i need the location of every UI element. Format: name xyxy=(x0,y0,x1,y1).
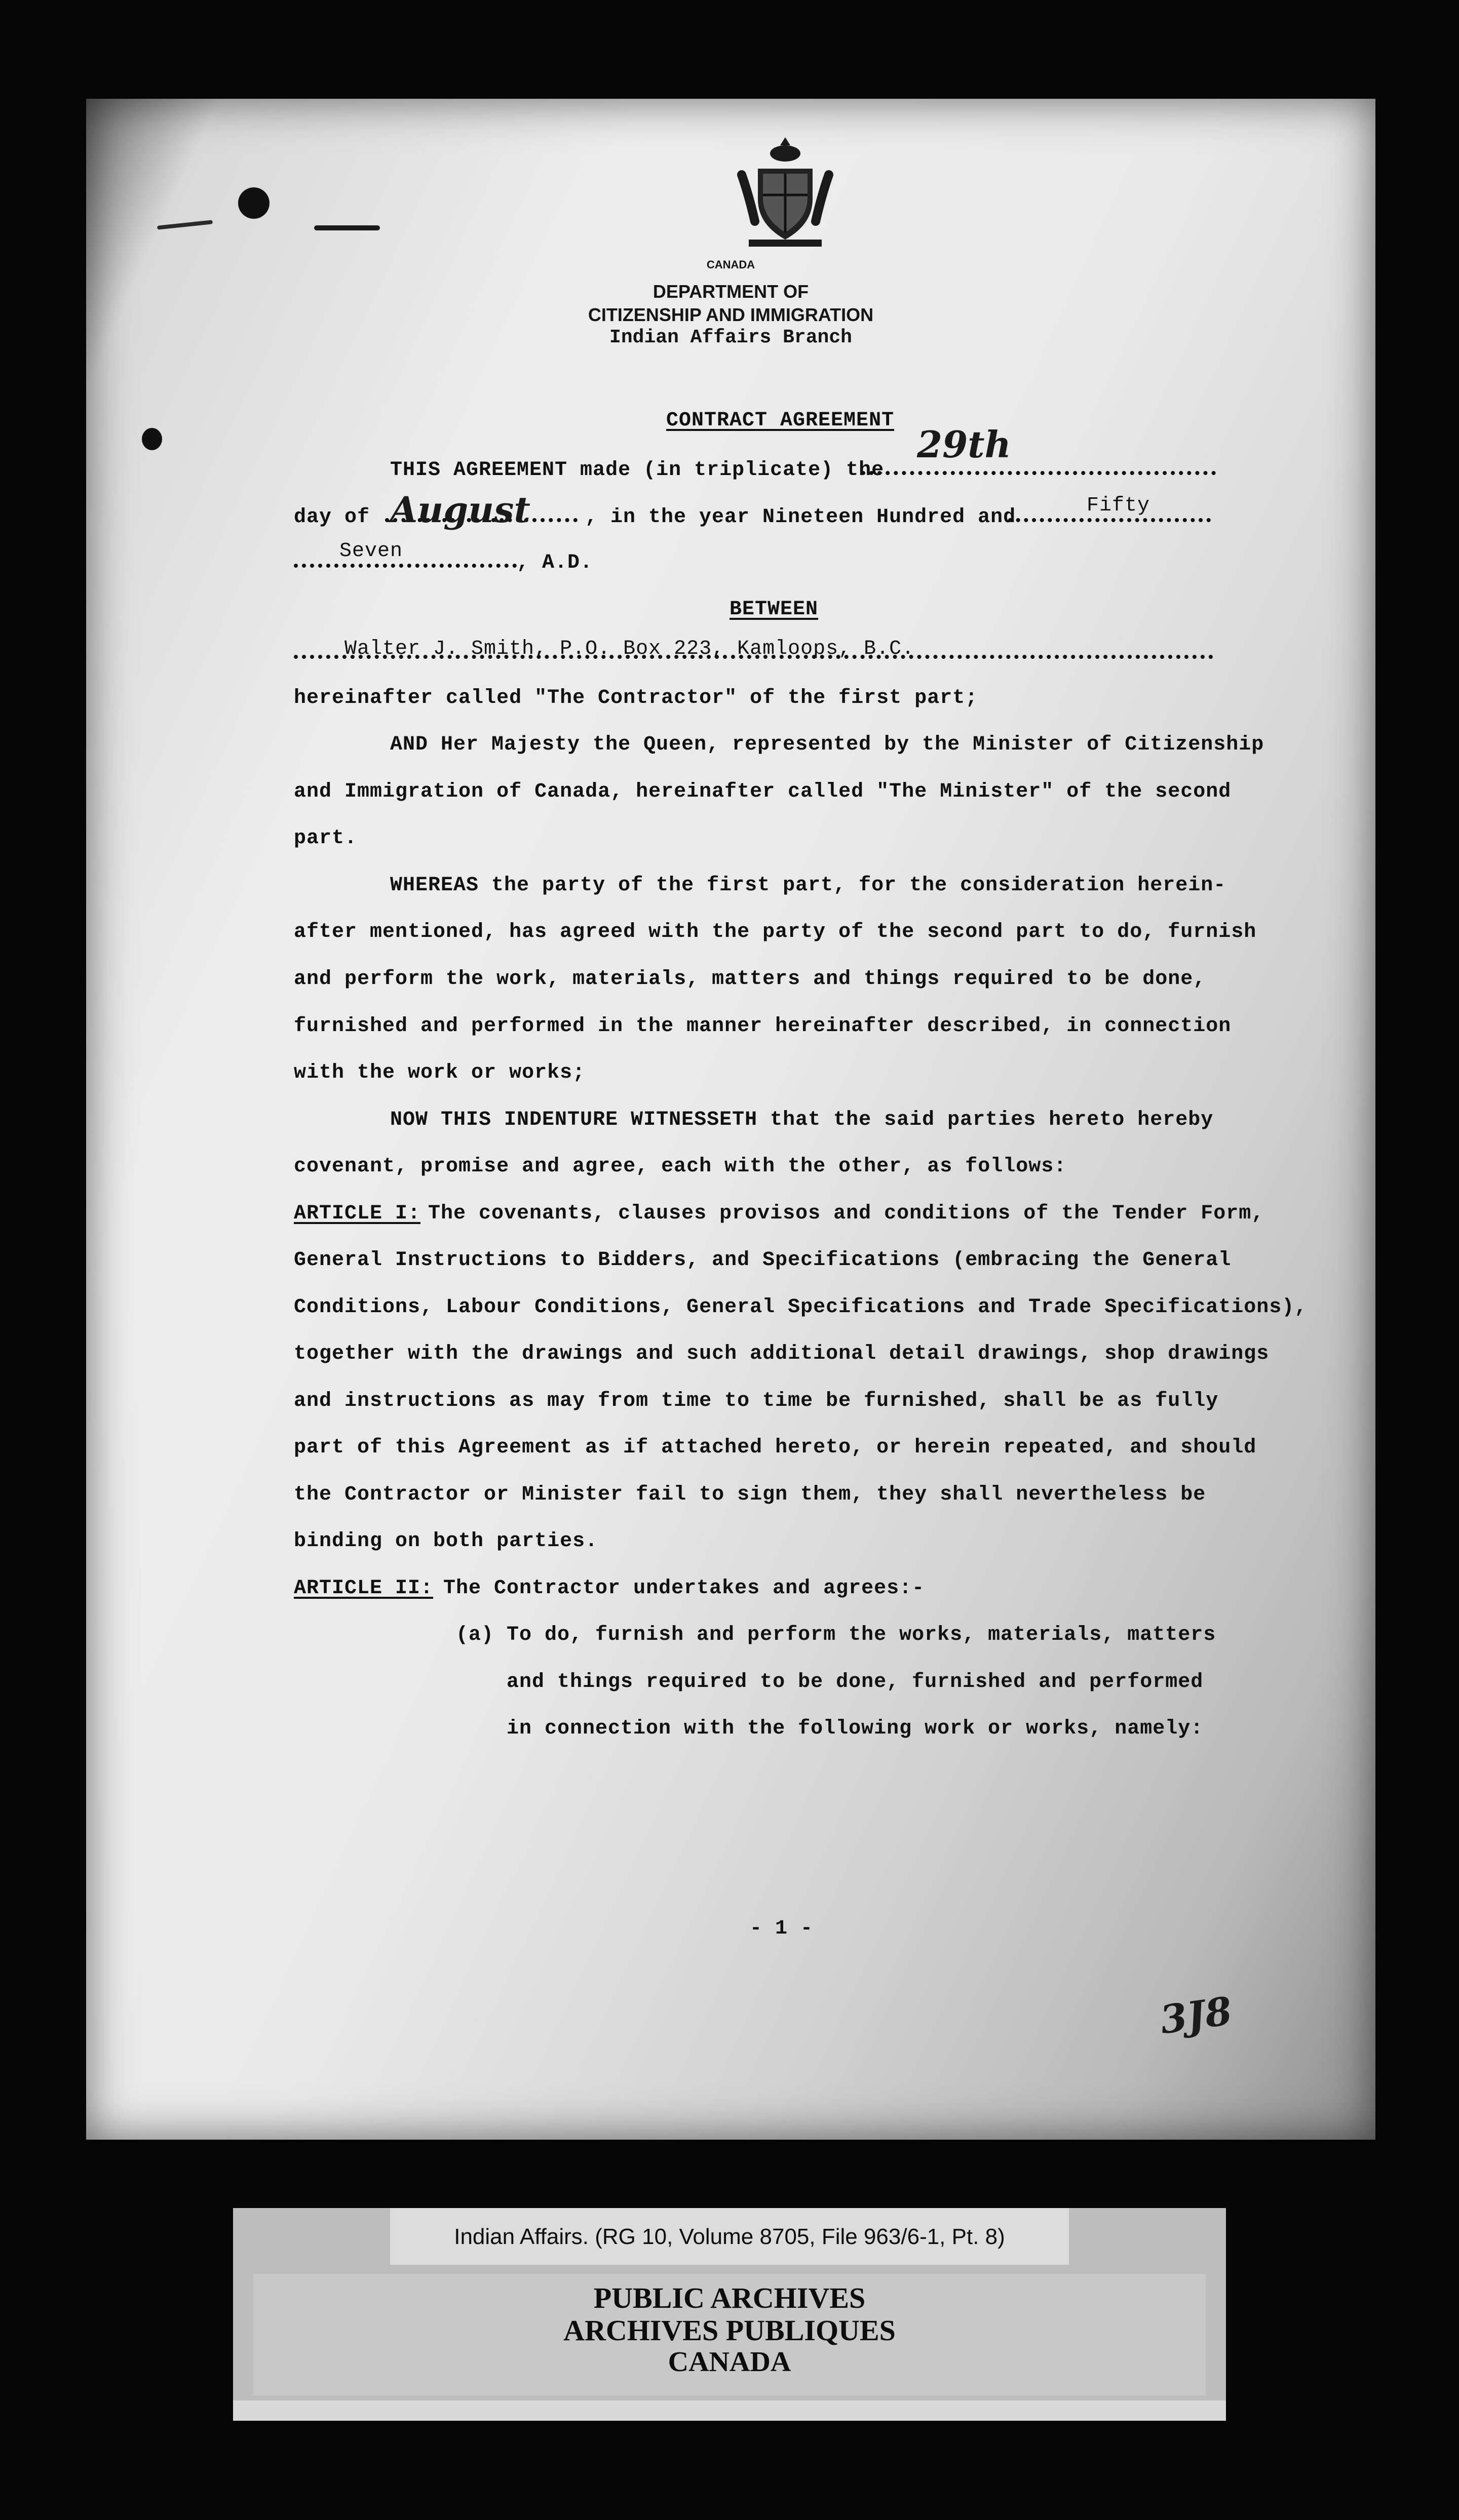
body-line: The Contractor undertakes and agrees:- xyxy=(431,1577,925,1600)
body-line: NOW THIS INDENTURE WITNESSETH that the said parties hereto hereby xyxy=(390,1109,1214,1131)
body-line: in connection with the following work or works, namely: xyxy=(507,1717,1204,1740)
year-label: , in the year Nineteen Hundred and xyxy=(585,506,1016,529)
body-line: Conditions, Labour Conditions, General Specifications and Trade Specifications), xyxy=(294,1296,1308,1319)
branch-name: Indian Affairs Branch xyxy=(609,327,852,348)
year-fill-fifty: Fifty xyxy=(1087,494,1150,517)
archive-stamp-strip xyxy=(253,2274,1206,2395)
year-blank xyxy=(1008,518,1211,522)
archive-line-3: CANADA xyxy=(668,2346,791,2378)
body-line: together with the drawings and such additional detail drawings, shop drawings xyxy=(294,1343,1270,1365)
body-line: AND Her Majesty the Queen, represented by the Minister of Citizenship xyxy=(390,733,1264,756)
body-line: binding on both parties. xyxy=(294,1530,598,1553)
reference-strip xyxy=(390,2208,1069,2265)
body-line: General Instructions to Bidders, and Specifications (embracing the General xyxy=(294,1249,1232,1272)
archive-line-1: PUBLIC ARCHIVES xyxy=(593,2281,866,2314)
body-line: with the work or works; xyxy=(294,1061,586,1084)
department-name-line1: DEPARTMENT OF xyxy=(652,281,809,302)
coat-of-arms-icon xyxy=(735,134,836,251)
body-line: furnished and performed in the manner hereinafter described, in connection xyxy=(294,1015,1232,1038)
body-line: after mentioned, has agreed with the party of the second part to do, furnish xyxy=(294,921,1257,943)
body-line: (a) To do, furnish and perform the works, materials, matters xyxy=(456,1624,1216,1646)
body-line: The covenants, clauses provisos and conditions of the Tender Form, xyxy=(415,1202,1264,1225)
body-line: hereinafter called "The Contractor" of the first part; xyxy=(294,687,978,710)
body-line: and instructions as may from time to time be furnished, shall be as fully xyxy=(294,1390,1219,1412)
body-line: and Immigration of Canada, hereinafter called "The Minister" of the second xyxy=(294,780,1232,803)
archive-label-block xyxy=(233,2208,1226,2421)
year-fill-seven: Seven xyxy=(339,540,403,563)
handwritten-margin-note: 3J8 xyxy=(1157,1988,1235,2043)
document-page xyxy=(86,99,1375,2140)
contractor-blank xyxy=(294,655,1213,659)
between-heading: BETWEEN xyxy=(730,598,819,621)
handwritten-day: 29th xyxy=(917,423,1011,466)
article-1-label: ARTICLE I: xyxy=(294,1202,421,1225)
body-line: and perform the work, materials, matters and things required to be done, xyxy=(294,968,1206,991)
body-line: part. xyxy=(294,827,358,850)
body-line: the Contractor or Minister fail to sign them, they shall nevertheless be xyxy=(294,1483,1206,1506)
document-heading: CONTRACT AGREEMENT xyxy=(666,409,895,432)
archive-line-2: ARCHIVES PUBLIQUES xyxy=(563,2314,896,2347)
day-blank xyxy=(861,471,1216,475)
article-2-label: ARTICLE II: xyxy=(294,1577,434,1600)
pen-stroke xyxy=(314,225,380,230)
body-line: part of this Agreement as if attached hereto, or herein repeated, and should xyxy=(294,1436,1257,1459)
body-line: and things required to be done, furnished and performed xyxy=(507,1671,1204,1694)
ink-blot xyxy=(238,187,270,219)
contractor-name-address: Walter J. Smith, P.O. Box 223, Kamloops, B.C. xyxy=(344,638,915,660)
pen-stroke xyxy=(157,220,213,229)
archive-reference: Indian Affairs. (RG 10, Volume 8705, File 963/6-1, Pt. 8) xyxy=(454,2224,1005,2249)
ad-label: , A.D. xyxy=(517,552,593,574)
body-line: WHEREAS the party of the first part, for the consideration herein- xyxy=(390,874,1226,897)
year-blank-continued xyxy=(294,564,517,568)
agreement-intro: THIS AGREEMENT made (in triplicate) the xyxy=(390,459,885,482)
country-label: CANADA xyxy=(706,258,755,271)
department-name-line2: CITIZENSHIP AND IMMIGRATION xyxy=(588,304,874,325)
page-number: - 1 - xyxy=(750,1917,814,1940)
handwritten-month: August xyxy=(390,489,530,531)
body-line: covenant, promise and agree, each with the other, as follows: xyxy=(294,1155,1067,1178)
ink-blot xyxy=(142,428,162,450)
day-of-label: day of xyxy=(294,506,370,529)
strip-divider xyxy=(233,2400,1226,2421)
